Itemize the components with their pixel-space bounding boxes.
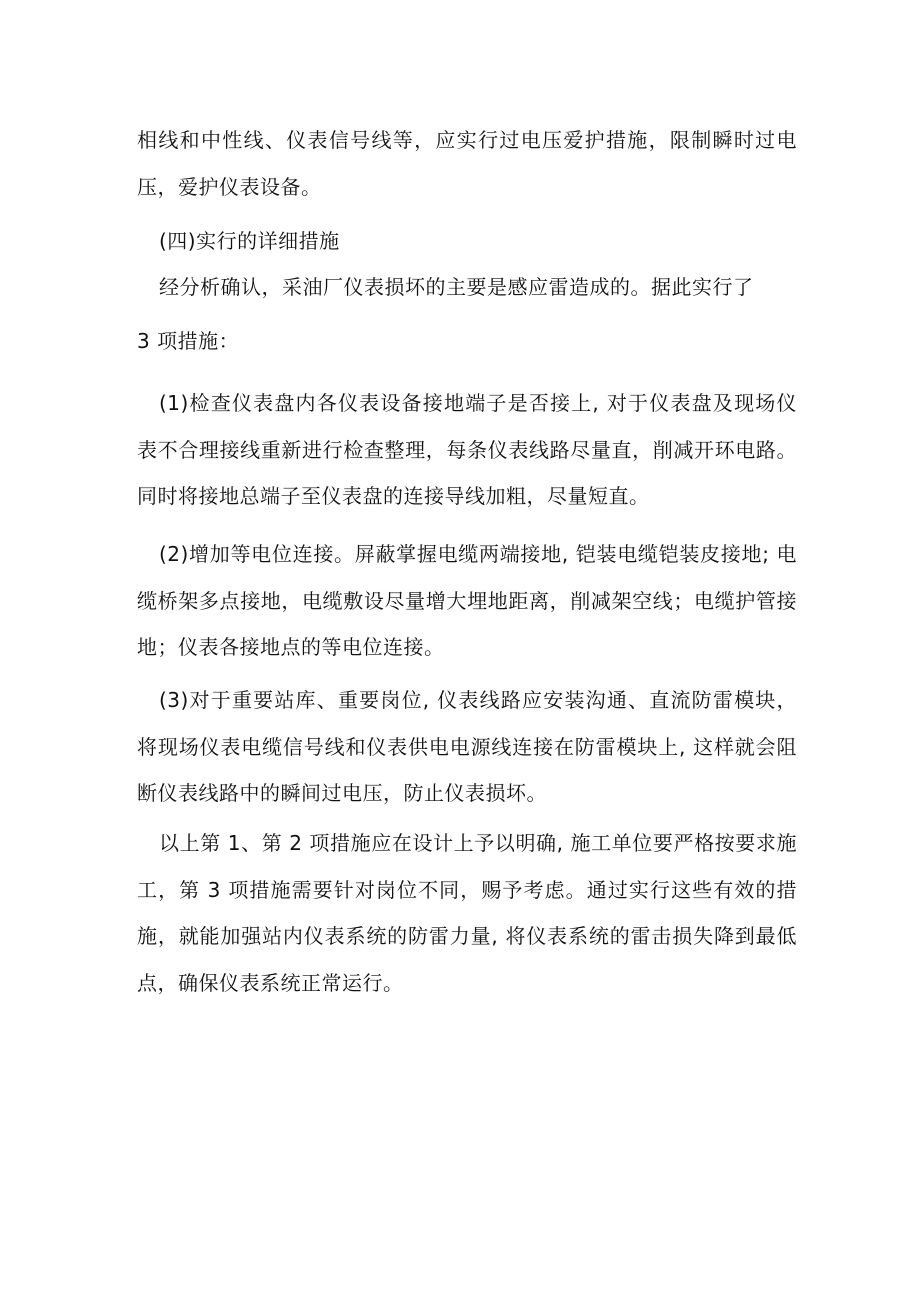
list-item-measure-1: (1)检查仪表盘内各仪表设备接地端子是否接上, 对于仪表盘及现场仪表不合理接线重新进行检查整理，每条仪表线路尽量直，削减开环电路。同时将接地总端子至仪表盘的连接导线加粗，尽量短直。 bbox=[137, 391, 797, 508]
paragraph-measure-count: 3 项措施： bbox=[137, 329, 240, 353]
paragraph-analysis: 经分析确认，采油厂仪表损坏的主要是感应雷造成的。据此实行了 bbox=[159, 275, 754, 299]
section-heading-measures: (四)实行的详细措施 bbox=[159, 229, 340, 253]
list-item-measure-2: (2)增加等电位连接。屏蔽掌握电缆两端接地, 铠装电缆铠装皮接地; 电缆桥架多点接地，电缆敷设尽量增大埋地距离，削减架空线；电缆护管接地；仪表各接地点的等电位连接。 bbox=[137, 542, 797, 659]
paragraph-conclusion: 以上第 1、第 2 项措施应在设计上予以明确, 施工单位要严格按要求施工，第 3 项措施需要针对岗位不同，赐予考虑。通过实行这些有效的措施，就能加强站内仪表系统的防雷力量, 将仪表系统的雷击损失降到最低点，确保仪表系统正常运行。 bbox=[137, 831, 797, 995]
list-item-measure-3: (3)对于重要站库、重要岗位, 仪表线路应安装沟通、直流防雷模块，将现场仪表电缆信号线和仪表供电电源线连接在防雷模块上, 这样就会阻断仪表线路中的瞬间过电压，防止仪表损坏。 bbox=[137, 688, 797, 805]
paragraph-overvoltage-protection: 相线和中性线、仪表信号线等，应实行过电压爱护措施，限制瞬时过电压，爱护仪表设备。 bbox=[137, 128, 797, 199]
